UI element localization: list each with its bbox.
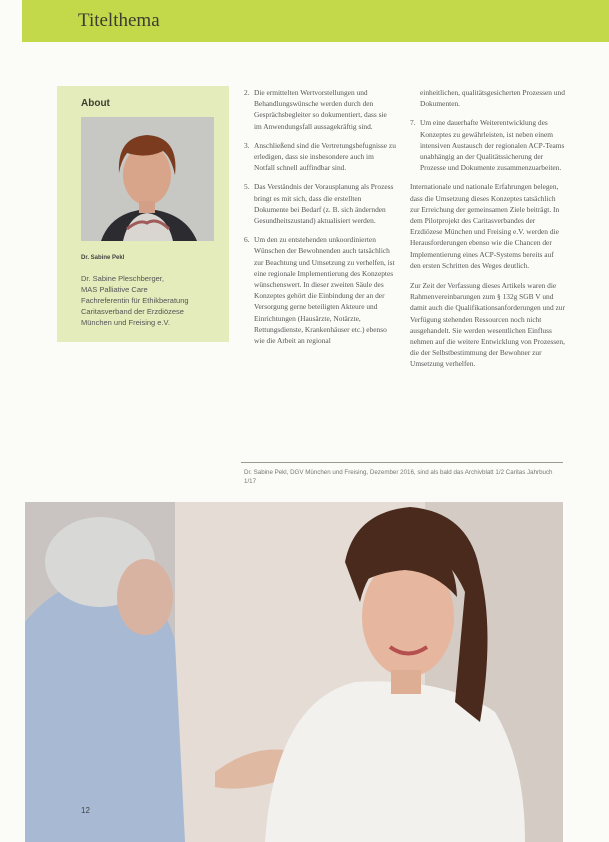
bio-line: MAS Palliative Care (81, 285, 148, 294)
bio-line: Caritasverband der Erzdiözese (81, 307, 184, 316)
list-item (410, 87, 565, 109)
about-title: About (81, 98, 110, 109)
item-number: 2. (244, 88, 250, 97)
bio-line: Dr. Sabine Pleschberger, (81, 274, 164, 283)
photo-caption: Dr. Sabine Pekl (81, 255, 125, 261)
item-text: Um den zu entstehenden unkoordinierten Wünschen der Bewohnenden auch tatsächlich zur Beachtung und Umsetzung zu verhelfen, ist eine regionale Implementierung des Konzeptes wünschenswert. In dieser zweiten Säule des Konzeptes gehört die Einbindung der an der Versorgung gerne beteiligten Akteure und Einrichtungen (Hausärzte, Notärzte, Rettungsdienste, Krankenhäuser etc.) ebenso wie die Arbeit an regional (254, 235, 395, 346)
item-text: Anschließend sind die Vertretungsbefugnisse zu erledigen, dass sie insbesondere auch im Notfall schnell auffindbar sind. (254, 140, 396, 173)
footnote: Dr. Sabine Pekl, DGV München und Freising, Dezember 2016, sind als bald das Archivblatt 1/2 Caritas Jahrbuch 1/17 (244, 469, 553, 485)
list-item (244, 140, 396, 174)
item-number: 7. (410, 118, 416, 128)
item-number: 6. (244, 235, 250, 245)
paragraph: Zur Zeit der Verfassung dieses Artikels waren die Rahmenvereinbarungen zum § 132g SGB V und damit auch die Qualifikationsanforderungen und zur Verfügung stehenden Ressourcen noch nicht ausgehandelt. Sie werden wesentlichen Einfluss nehmen auf die weitere Entwicklung von Prozessen, die der Selbstbestimmung der Bewohner zur Umsetzung verhelfen. (410, 281, 565, 369)
item-text: Um eine dauerhafte Weiterentwicklung des Konzeptes zu gewährleisten, ist neben einem intensiven Austausch der regionalen ACP-Teams unabhängig an der Qualitätssicherung der Prozesse und Dokumente zusammenzuarbeiten. (420, 118, 565, 173)
text-column-2 (410, 87, 565, 379)
list-item (244, 181, 396, 226)
list-item (244, 87, 396, 132)
text-column-1 (244, 87, 396, 354)
item-number: 5. (244, 182, 250, 192)
section-header-bar (22, 0, 609, 42)
bio-line: Fachreferentin für Ethikberatung (81, 296, 189, 305)
author-portrait (81, 117, 214, 241)
item-number: 3. (244, 140, 250, 150)
author-bio (81, 273, 226, 328)
paragraph: Internationale und nationale Erfahrungen belegen, dass die Umsetzung dieses Konzeptes tatsächlich zur Erreichung der gemeinsamen Ziele beiträgt. In dem Pilotprojekt des Caritasverbandes der Erzdiözese München und Freising e.V. werden die Herausforderungen ebenso wie die Chancen der Implementierung eines ACP-Systems bereits auf den ersten Schritten des Weges deutlich. (410, 182, 560, 270)
list-item (244, 234, 396, 346)
item-text: Das Verständnis der Vorausplanung als Prozess bringt es mit sich, dass die erstellten Dokumente bei Bedarf (z. B. sich ändernden Gesundheitszustand) aktualisiert werden. (254, 182, 394, 226)
bio-line: München und Freising e.V. (81, 318, 170, 327)
care-scene-photo (25, 502, 563, 842)
item-text: Die ermittelten Wertvorstellungen und Behandlungswünsche werden durch den Gesprächsbegleiter so dokumentiert, dass sie im Anwendungsfall aussagekräftig sind. (254, 88, 387, 131)
list-item (410, 117, 565, 173)
section-title: Titelthema (78, 10, 160, 31)
page-number: 12 (81, 806, 90, 815)
item-text: einheitlichen, qualitätsgesicherten Prozessen und Dokumenten. (420, 88, 565, 109)
footnote-divider (241, 462, 563, 463)
about-box (57, 86, 229, 342)
